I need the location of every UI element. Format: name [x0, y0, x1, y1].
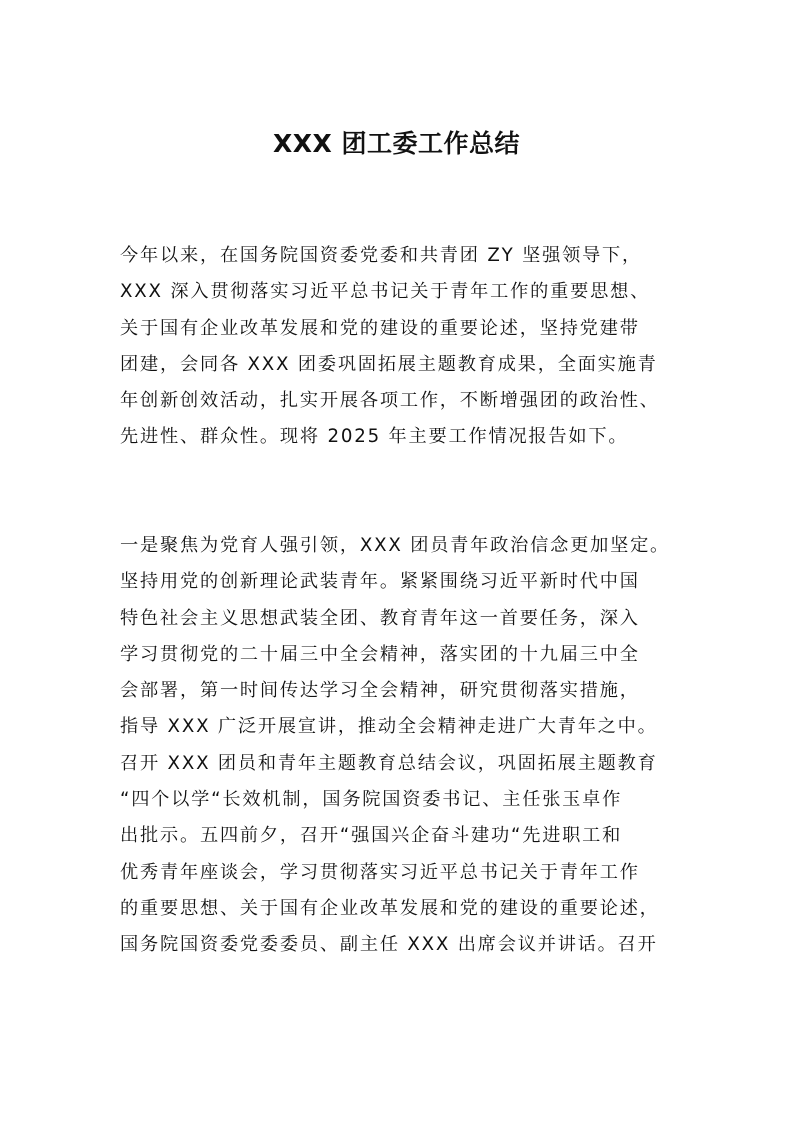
paragraph-intro [120, 238, 680, 456]
text-line: 先进性、群众性。现将 2025 年主要工作情况报告如下。 [120, 426, 629, 448]
document-title: XXX 团工委工作总结 [272, 129, 521, 158]
text-line: 坚持用党的创新理论武装青年。紧紧围绕习近平新时代中国 [120, 571, 640, 593]
text-line: 特色社会主义思想武装全团、教育青年这一首要任务，深入 [120, 607, 640, 629]
text-line: 年创新创效活动，扎实开展各项工作，不断增强团的政治性、 [120, 390, 660, 412]
text-line: 会部署，第一时间传达学习全会精神，研究贯彻落实措施， [120, 680, 640, 702]
text-line: 出批示。五四前夕，召开“强国兴企奋斗建功“先进职工和 [120, 825, 623, 847]
text-line: 关于国有企业改革发展和党的建设的重要论述，坚持党建带 [120, 317, 640, 339]
text-line: 召开 XXX 团员和青年主题教育总结会议，巩固拓展主题教育 [120, 752, 658, 774]
paragraph-section-one [120, 528, 680, 964]
text-line: 国务院国资委党委委员、副主任 XXX 出席会议并讲话。召开 [120, 934, 658, 956]
text-line: XXX 深入贯彻落实习近平总书记关于青年工作的重要思想、 [120, 281, 651, 303]
text-line: “四个以学“长效机制，国务院国资委书记、主任张玉卓作 [120, 789, 623, 811]
text-line: 优秀青年座谈会，学习贯彻落实习近平总书记关于青年工作 [120, 861, 640, 883]
text-line: 团建，会同各 XXX 团委巩固拓展主题教育成果，全面实施青 [120, 353, 658, 375]
text-line: 指导 XXX 广泛开展宣讲，推动全会精神走进广大青年之中。 [120, 716, 658, 738]
text-line: 的重要思想、关于国有企业改革发展和党的建设的重要论述， [120, 897, 660, 919]
text-line: 今年以来，在国务院国资委党委和共青团 ZY 坚强领导下， [120, 245, 643, 266]
text-line: 学习贯彻党的二十届三中全会精神，落实团的十九届三中全 [120, 643, 640, 665]
text-line: 一是聚焦为党育人强引领，XXX 团员青年政治信念更加坚定。 [120, 535, 671, 556]
